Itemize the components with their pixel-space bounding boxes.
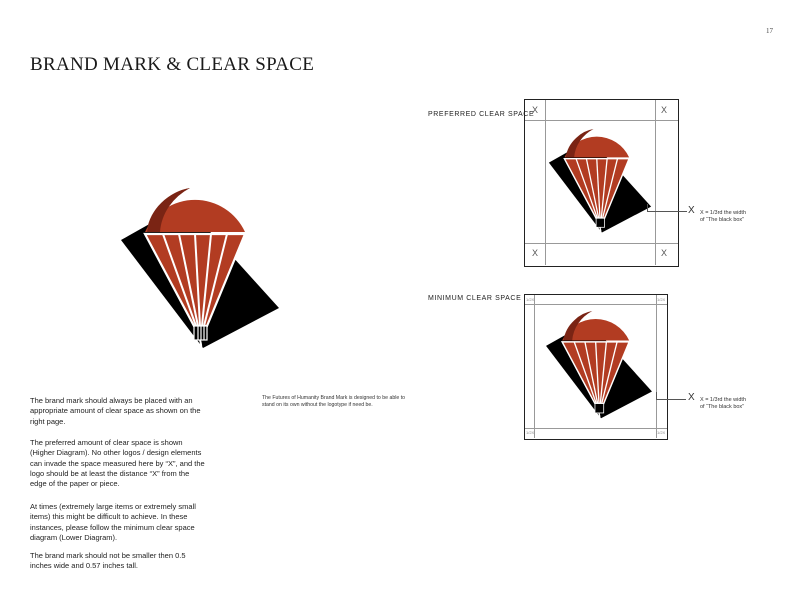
corner-x-mark: X [661, 105, 668, 115]
brand-mark-preferred [545, 121, 655, 243]
corner-half-x-mark: 1/2X [657, 297, 666, 302]
brand-mark-large [115, 180, 285, 360]
minimum-callout [700, 397, 746, 411]
paragraph-4: The brand mark should not be smaller then 0.5 inches wide and 0.57 inches tall. [30, 551, 186, 571]
preferred-callout-line-2: of “The black box” [700, 217, 745, 223]
minimum-callout-line-2: of “The black box” [700, 404, 745, 410]
page-number: 17 [766, 27, 773, 35]
brand-mark-note: The Futures of Humanity Brand Mark is designed to be able to stand on its own without the logotype if need be. [262, 395, 406, 408]
preferred-callout-line-1: X = 1/3rd the width [700, 210, 747, 216]
corner-half-x-mark: 1/2X [526, 430, 535, 435]
page-title: BRAND MARK & CLEAR SPACE [30, 54, 315, 75]
paragraph-1: The brand mark should always be placed with an appropriate amount of clear space as shown on the right page. [30, 396, 201, 426]
preferred-clear-space-label: PREFERRED CLEAR SPACE [428, 111, 535, 118]
corner-half-x-mark: 1/2X [657, 430, 666, 435]
corner-x-mark: X [532, 105, 539, 115]
minimum-clear-space-label: MINIMUM CLEAR SPACE [428, 295, 522, 302]
paragraph-2: The preferred amount of clear space is shown (Higher Diagram). No other logos / design elements can invade the space measured here by “X”, and the logo should be at least the distance “X” from the edge of the paper or piece. [30, 438, 205, 489]
corner-x-mark: X [532, 248, 539, 258]
minimum-callout-line-1: X = 1/3rd the width [700, 397, 747, 403]
parachute-balloon-icon [549, 129, 651, 238]
parachute-balloon-icon [546, 311, 652, 424]
parachute-balloon-icon [121, 188, 279, 356]
corner-x-mark: X [661, 248, 668, 258]
callout-x-mark: X [688, 392, 695, 403]
brand-mark-minimum [542, 304, 656, 428]
preferred-callout [700, 210, 746, 224]
paragraph-3: At times (extremely large items or extremely small items) this might be difficult to achieve. In these instances, please follow the minimum clear space diagram (Lower Diagram). [30, 502, 196, 542]
callout-x-mark: X [688, 205, 695, 216]
corner-half-x-mark: 1/2X [526, 297, 535, 302]
